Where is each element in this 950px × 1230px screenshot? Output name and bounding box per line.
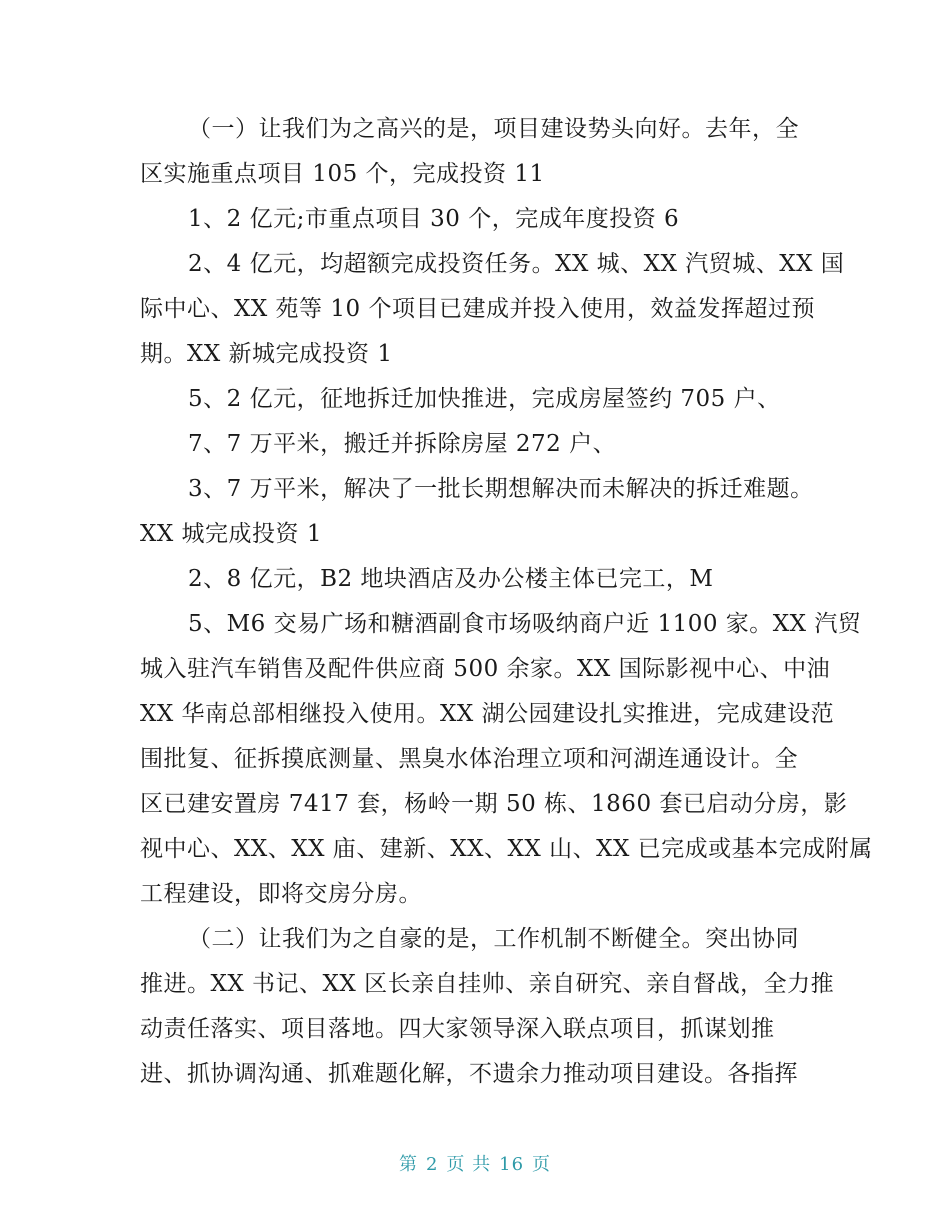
page-footer xyxy=(0,1150,950,1176)
paragraph-line: 区已建安置房 7417 套，杨岭一期 50 栋、1860 套已启动分房，影 xyxy=(140,791,848,817)
total-pages: 16 xyxy=(499,1154,525,1175)
paragraph-line: 进、抓协调沟通、抓难题化解，不遗余力推动项目建设。各指挥 xyxy=(140,1061,798,1087)
paragraph-line: 际中心、XX 苑等 10 个项目已建成并投入使用，效益发挥超过预 xyxy=(140,296,815,322)
page-number: 2 xyxy=(425,1154,439,1175)
paragraph-line: 视中心、XX、XX 庙、建新、XX、XX 山、XX 已完成或基本完成附属 xyxy=(140,836,873,862)
paragraph-line: 动责任落实、项目落地。四大家领导深入联点项目，抓谋划推 xyxy=(140,1016,775,1042)
paragraph-line: 区实施重点项目 105 个，完成投资 11 xyxy=(140,161,545,187)
paragraph-line: 1、2 亿元;市重点项目 30 个，完成年度投资 6 xyxy=(188,206,680,232)
paragraph-line: （一）让我们为之高兴的是，项目建设势头向好。去年，全 xyxy=(188,116,799,142)
footer-suffix: 页 xyxy=(532,1154,552,1175)
paragraph-line: 工程建设，即将交房分房。 xyxy=(140,881,422,907)
paragraph-line: XX 城完成投资 1 xyxy=(140,521,323,547)
paragraph-line: 2、8 亿元，B2 地块酒店及办公楼主体已完工，M xyxy=(188,566,714,592)
paragraph-line: 期。XX 新城完成投资 1 xyxy=(140,341,393,367)
footer-prefix: 第 xyxy=(398,1154,418,1175)
paragraph-line: XX 华南总部相继投入使用。XX 湖公园建设扎实推进，完成建设范 xyxy=(140,701,835,727)
paragraph-line: 5、2 亿元，征地拆迁加快推进，完成房屋签约 705 户、 xyxy=(188,386,781,412)
paragraph-line: 2、4 亿元，均超额完成投资任务。XX 城、XX 汽贸城、XX 国 xyxy=(188,251,845,277)
footer-middle: 页 共 xyxy=(446,1154,492,1175)
paragraph-line: 围批复、征拆摸底测量、黑臭水体治理立项和河湖连通设计。全 xyxy=(140,746,798,772)
paragraph-line: 7、7 万平米，搬迁并拆除房屋 272 户、 xyxy=(188,431,617,457)
paragraph-line: 推进。XX 书记、XX 区长亲自挂帅、亲自研究、亲自督战，全力推 xyxy=(140,971,835,997)
paragraph-line: 城入驻汽车销售及配件供应商 500 余家。XX 国际影视中心、中油 xyxy=(140,656,831,682)
paragraph-line: 3、7 万平米，解决了一批长期想解决而未解决的拆迁难题。 xyxy=(188,476,814,502)
paragraph-line: （二）让我们为之自豪的是，工作机制不断健全。突出协同 xyxy=(188,926,799,952)
paragraph-line: 5、M6 交易广场和糖酒副食市场吸纳商户近 1100 家。XX 汽贸 xyxy=(188,611,862,637)
